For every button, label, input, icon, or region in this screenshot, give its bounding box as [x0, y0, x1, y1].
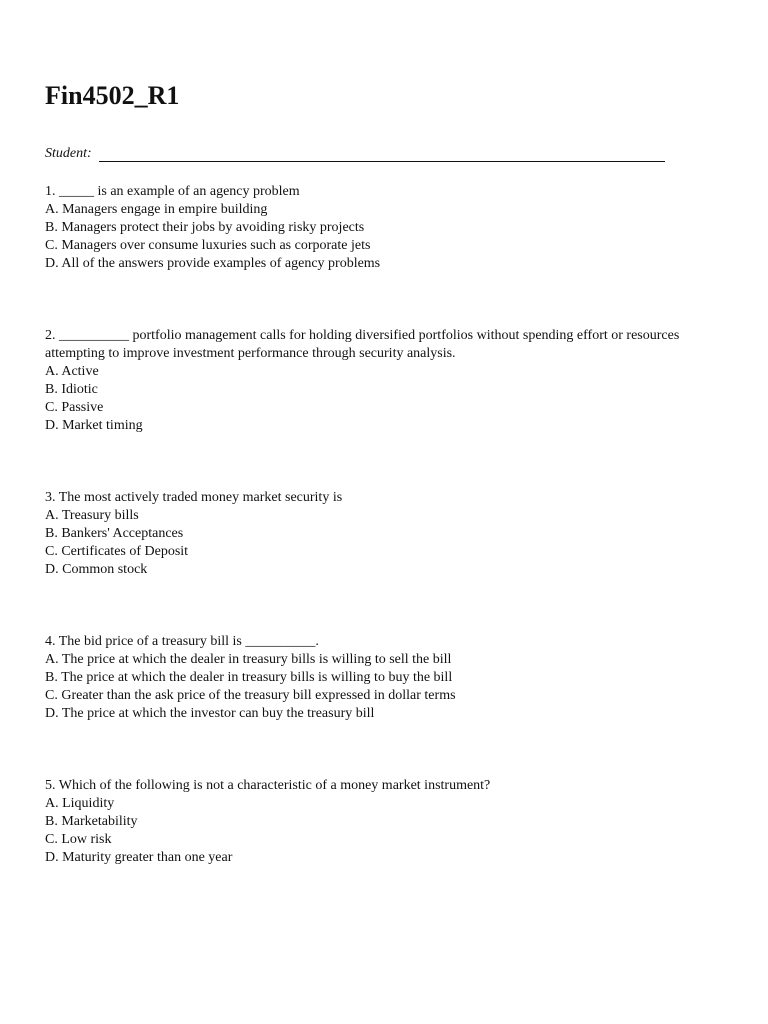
answer-option-c[interactable]: C. Greater than the ask price of the treasury bill expressed in dollar terms	[45, 688, 456, 703]
question-stem: 3. The most actively traded money market security is	[45, 490, 343, 505]
answer-option-d[interactable]: D. Common stock	[45, 562, 148, 577]
answer-option-a[interactable]: A. Liquidity	[45, 796, 115, 811]
question-2	[45, 327, 685, 435]
answer-option-b[interactable]: B. Managers protect their jobs by avoiding risky projects	[45, 220, 365, 235]
student-label: Student:	[45, 146, 92, 161]
question-stem: 4. The bid price of a treasury bill is __________.	[45, 634, 319, 649]
answer-option-b[interactable]: B. Bankers' Acceptances	[45, 526, 184, 541]
question-stem: 5. Which of the following is not a characteristic of a money market instrument?	[45, 778, 491, 793]
document-title: Fin4502_R1	[45, 81, 180, 110]
answer-option-b[interactable]: B. Idiotic	[45, 382, 98, 397]
question-stem: 2. __________ portfolio management calls for holding diversified portfolios without spending effort or resources attempting to improve investment performance through security analysis.	[45, 328, 680, 361]
answer-option-d[interactable]: D. Market timing	[45, 418, 143, 433]
answer-option-a[interactable]: A. Treasury bills	[45, 508, 139, 523]
answer-option-b[interactable]: B. The price at which the dealer in treasury bills is willing to buy the bill	[45, 670, 453, 685]
answer-option-b[interactable]: B. Marketability	[45, 814, 138, 829]
question-4	[45, 633, 685, 723]
question-5	[45, 777, 685, 867]
answer-option-c[interactable]: C. Managers over consume luxuries such as corporate jets	[45, 238, 371, 253]
answer-option-d[interactable]: D. Maturity greater than one year	[45, 850, 233, 865]
question-1	[45, 183, 685, 273]
answer-option-c[interactable]: C. Low risk	[45, 832, 112, 847]
answer-option-d[interactable]: D. All of the answers provide examples of agency problems	[45, 256, 381, 271]
answer-option-c[interactable]: C. Passive	[45, 400, 104, 415]
answer-option-a[interactable]: A. Managers engage in empire building	[45, 202, 268, 217]
answer-option-a[interactable]: A. Active	[45, 364, 99, 379]
answer-option-d[interactable]: D. The price at which the investor can buy the treasury bill	[45, 706, 375, 721]
question-3	[45, 489, 685, 579]
question-stem: 1. _____ is an example of an agency problem	[45, 184, 300, 199]
answer-option-a[interactable]: A. The price at which the dealer in treasury bills is willing to sell the bill	[45, 652, 452, 667]
answer-option-c[interactable]: C. Certificates of Deposit	[45, 544, 189, 559]
student-name-field[interactable]	[99, 161, 665, 162]
student-name-row	[45, 145, 665, 165]
